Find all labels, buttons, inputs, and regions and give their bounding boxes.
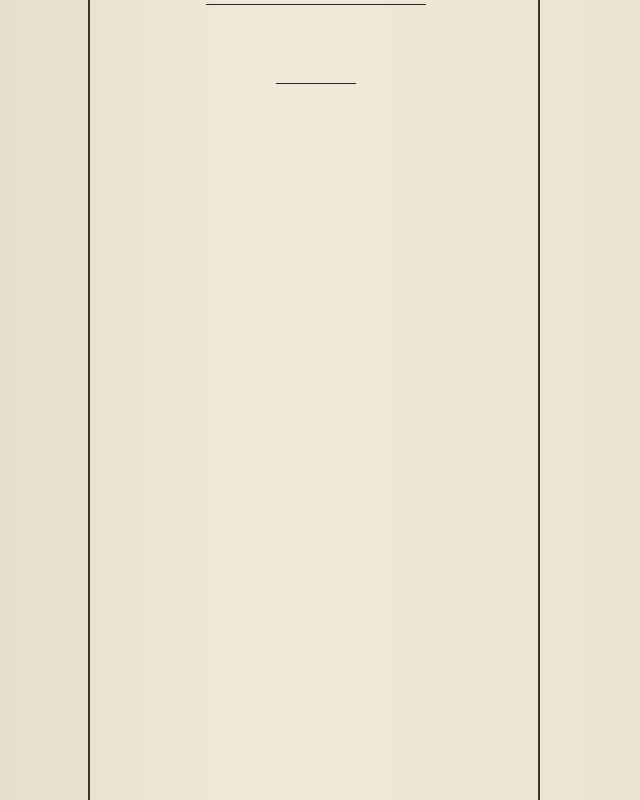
article-dateline (100, 114, 532, 134)
article-dateline (100, 53, 532, 73)
article-great-commotion (100, 9, 532, 73)
center-column (100, 0, 532, 134)
article-headline (100, 9, 532, 31)
column-rule-left (88, 0, 90, 800)
article-headline-cont (100, 31, 532, 53)
article-divider (276, 83, 356, 84)
column-rule-right (538, 0, 540, 800)
section-divider (206, 4, 426, 5)
article-headline (100, 92, 532, 114)
article-telegraphic-interruption (100, 92, 532, 134)
